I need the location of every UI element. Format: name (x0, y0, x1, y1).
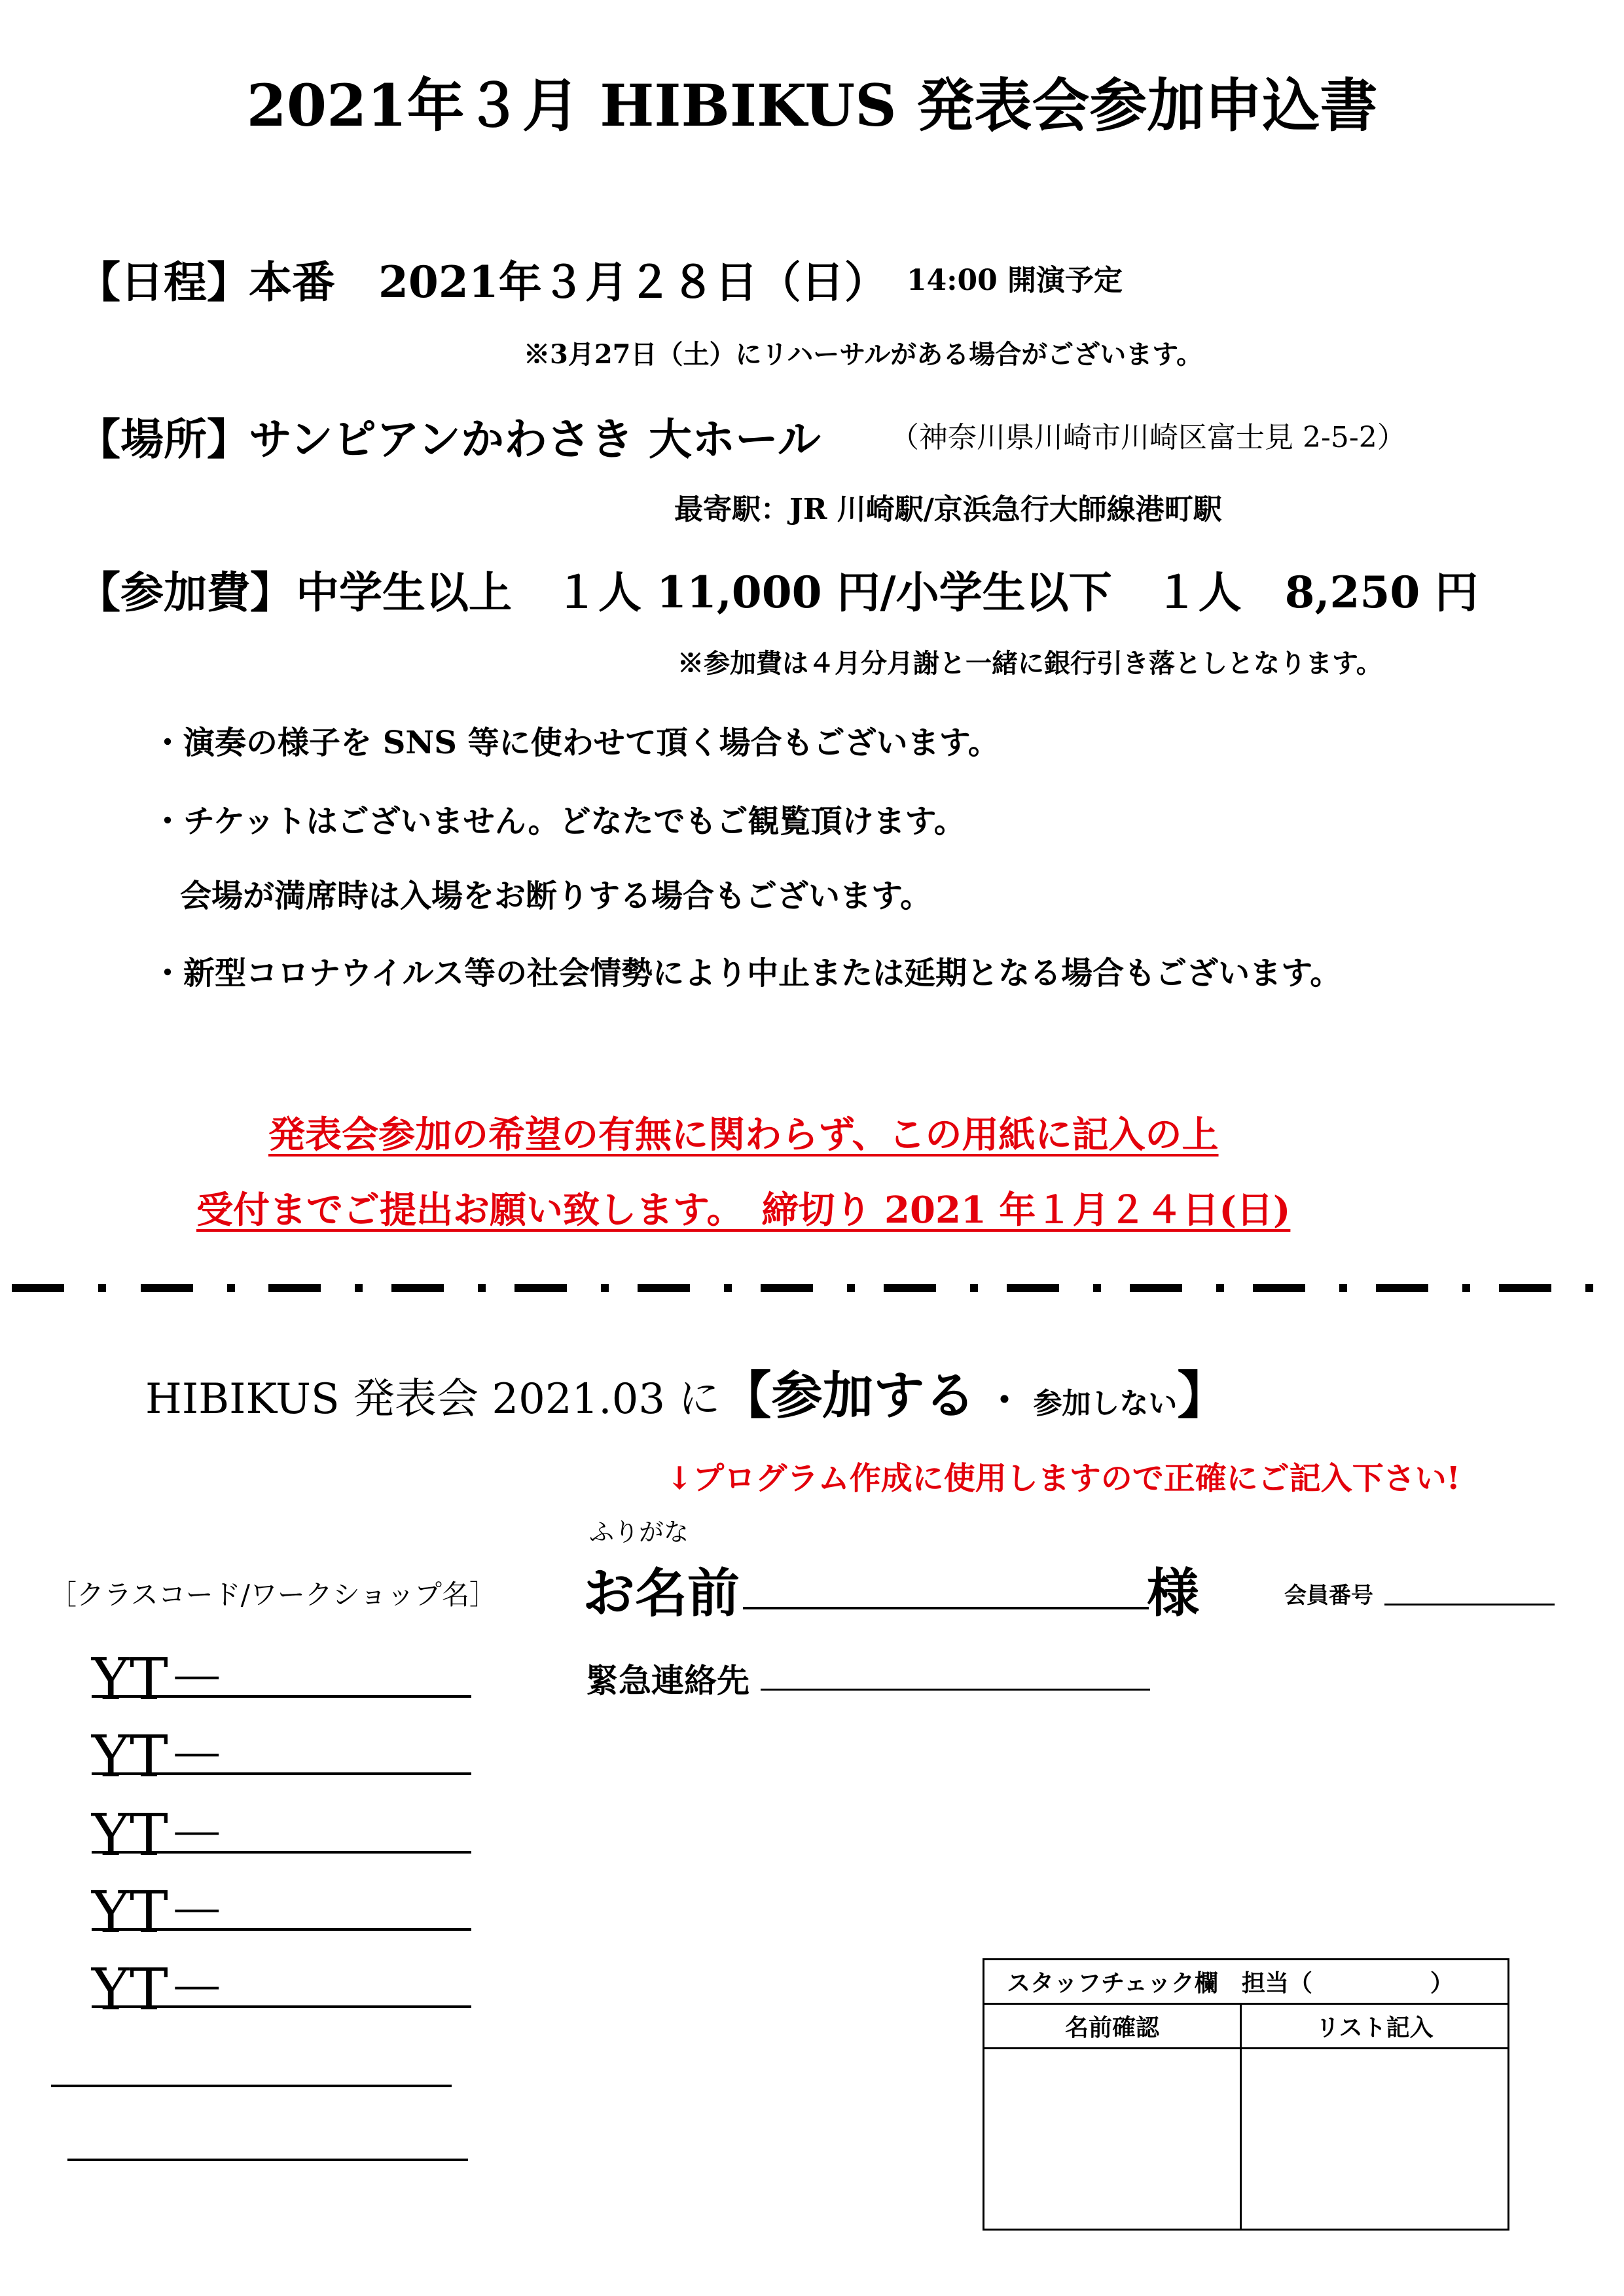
schedule-note: ※3月27日（土）にリハーサルがある場合がございます。 (524, 339, 1203, 370)
staff-check-title: スタッフチェック欄 担当（ ） (984, 1960, 1509, 2004)
class-code-prefix: YT－ (92, 1878, 226, 1946)
class-code-input[interactable] (92, 1695, 471, 1698)
name-input[interactable] (743, 1607, 1149, 1609)
fee-text: 中学生以上 １人 11,000 円/小学生以下 １人 8,250 円 (296, 567, 1479, 618)
staff-col-name-check: 名前確認 (984, 2004, 1241, 2049)
bullet-ticket: ・チケットはございません。どなたでもご観覧頂けます。 (152, 803, 965, 840)
option-separator: ・ (986, 1379, 1023, 1422)
name-label: お名前 (583, 1562, 740, 1624)
staff-name-check-cell[interactable] (984, 2049, 1241, 2230)
option-join[interactable]: 参加する (771, 1366, 976, 1426)
venue-address: （神奈川県川崎市川崎区富士見 2-5-2） (890, 421, 1406, 454)
bracket-open: 【 (720, 1366, 772, 1426)
workshop-input[interactable] (67, 2159, 468, 2161)
class-code-input[interactable] (92, 1928, 471, 1931)
furigana-label: ふりがな (589, 1518, 689, 1547)
accuracy-note: ↓プログラム作成に使用しますので正確にご記入下さい! (666, 1460, 1460, 1497)
venue-label: 【場所】 (77, 414, 250, 465)
name-suffix: 様 (1147, 1562, 1199, 1624)
class-code-input[interactable] (92, 1772, 471, 1775)
page-title: 2021年３月 HIBIKUS 発表会参加申込書 (246, 71, 1378, 139)
schedule-label: 【日程】 (77, 257, 250, 308)
emergency-label: 緊急連絡先 (586, 1661, 749, 1700)
class-code-input[interactable] (92, 2005, 471, 2008)
staff-check-table (983, 1958, 1509, 2231)
notice-line-1: 発表会参加の希望の有無に関わらず、この用紙に記入の上 (268, 1113, 1219, 1157)
bracket-close: 】 (1177, 1366, 1229, 1426)
emergency-input[interactable] (761, 1689, 1150, 1691)
class-code-prefix: YT－ (92, 1956, 226, 2023)
venue-name: サンピアンかわさき 大ホール (249, 414, 821, 465)
bullet-sns: ・演奏の様子を SNS 等に使わせて頂く場合もございます。 (152, 725, 1000, 761)
class-code-prefix: YT－ (92, 1645, 226, 1713)
schedule-date: 本番 2021年３月２８日（日） (249, 257, 888, 308)
participation-heading (145, 1355, 1228, 1428)
venue-station: 最寄駅：JR 川崎駅/京浜急行大師線港町駅 (674, 493, 1222, 526)
bullet-covid: ・新型コロナウイルス等の社会情勢により中止または延期となる場合もございます。 (152, 955, 1342, 992)
class-code-prefix: YT－ (92, 1723, 226, 1790)
class-code-prefix: YT－ (92, 1801, 226, 1869)
fee-note: ※参加費は４月分月謝と一緒に銀行引き落としとなります。 (677, 648, 1382, 679)
staff-list-entry-cell[interactable] (1241, 2049, 1509, 2230)
staff-col-list-entry: リスト記入 (1241, 2004, 1509, 2049)
member-number-label: 会員番号 (1284, 1583, 1373, 1609)
bullet-full-seats: 会場が満席時は入場をお断りする場合もございます。 (180, 878, 932, 914)
cut-line (0, 1284, 1624, 1293)
class-code-input[interactable] (92, 1851, 471, 1854)
schedule-time: 14:00 開演予定 (907, 264, 1123, 297)
class-code-label: ［クラスコード/ワークショップ名］ (49, 1579, 497, 1611)
fee-label: 【参加費】 (77, 567, 293, 618)
participation-prefix: HIBIKUS 発表会 2021.03 に (145, 1375, 721, 1424)
notice-line-2: 受付までご提出お願い致します。 締切り 2021 年１月２４日(日) (196, 1189, 1291, 1232)
member-number-input[interactable] (1384, 1604, 1555, 1605)
workshop-input[interactable] (51, 2085, 452, 2087)
option-decline[interactable]: 参加しない (1033, 1387, 1178, 1420)
